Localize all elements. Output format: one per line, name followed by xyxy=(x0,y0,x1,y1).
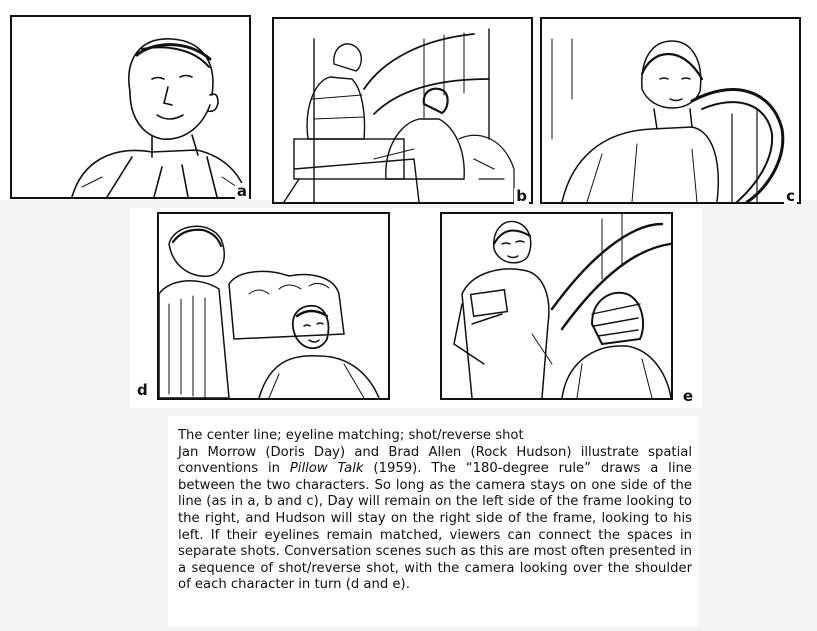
film-title: Pillow Talk xyxy=(289,461,364,477)
woman-by-staircase-drawing xyxy=(542,19,799,205)
panel-e-label: e xyxy=(682,387,693,405)
over-shoulder-man-drawing xyxy=(159,214,388,398)
caption-body xyxy=(178,445,692,594)
panel-d-label: d xyxy=(137,381,148,399)
panel-a-label: a xyxy=(236,182,247,200)
panel-c-label: c xyxy=(786,187,795,205)
panel-c xyxy=(540,17,801,204)
panel-b xyxy=(272,17,533,204)
figure-caption xyxy=(178,428,692,594)
man-looking-up-drawing xyxy=(12,17,249,200)
panel-b-label: b xyxy=(516,187,527,205)
panel-a xyxy=(10,15,251,199)
two-shot-office-drawing xyxy=(274,19,531,205)
caption-heading: The center line; eyeline matching; shot/reverse shot xyxy=(178,428,524,443)
over-shoulder-woman-drawing xyxy=(442,214,671,398)
panel-e xyxy=(440,212,693,405)
panel-d xyxy=(137,212,390,400)
caption-text-start: Jan Morrow (Doris Day) and Brad Allen (Rock Hudson) illustrate spatial conventions in xyxy=(178,444,692,477)
caption-text-rest: (1959). The “180-degree rule” draws a line between the two characters. So long as the camera stays on one side of the line (as in a, b and c), Day will remain on the left side of the frame looking to the right, and Hudson will stay on the right side of the frame, looking to his left. If their eyelines remain matched, viewers can connect the spaces in separate shots. Conversation scenes such as this are most often presented in a sequence of shot/reverse shot, with the camera looking over the shoulder of each character in turn (d and e). xyxy=(178,461,692,593)
